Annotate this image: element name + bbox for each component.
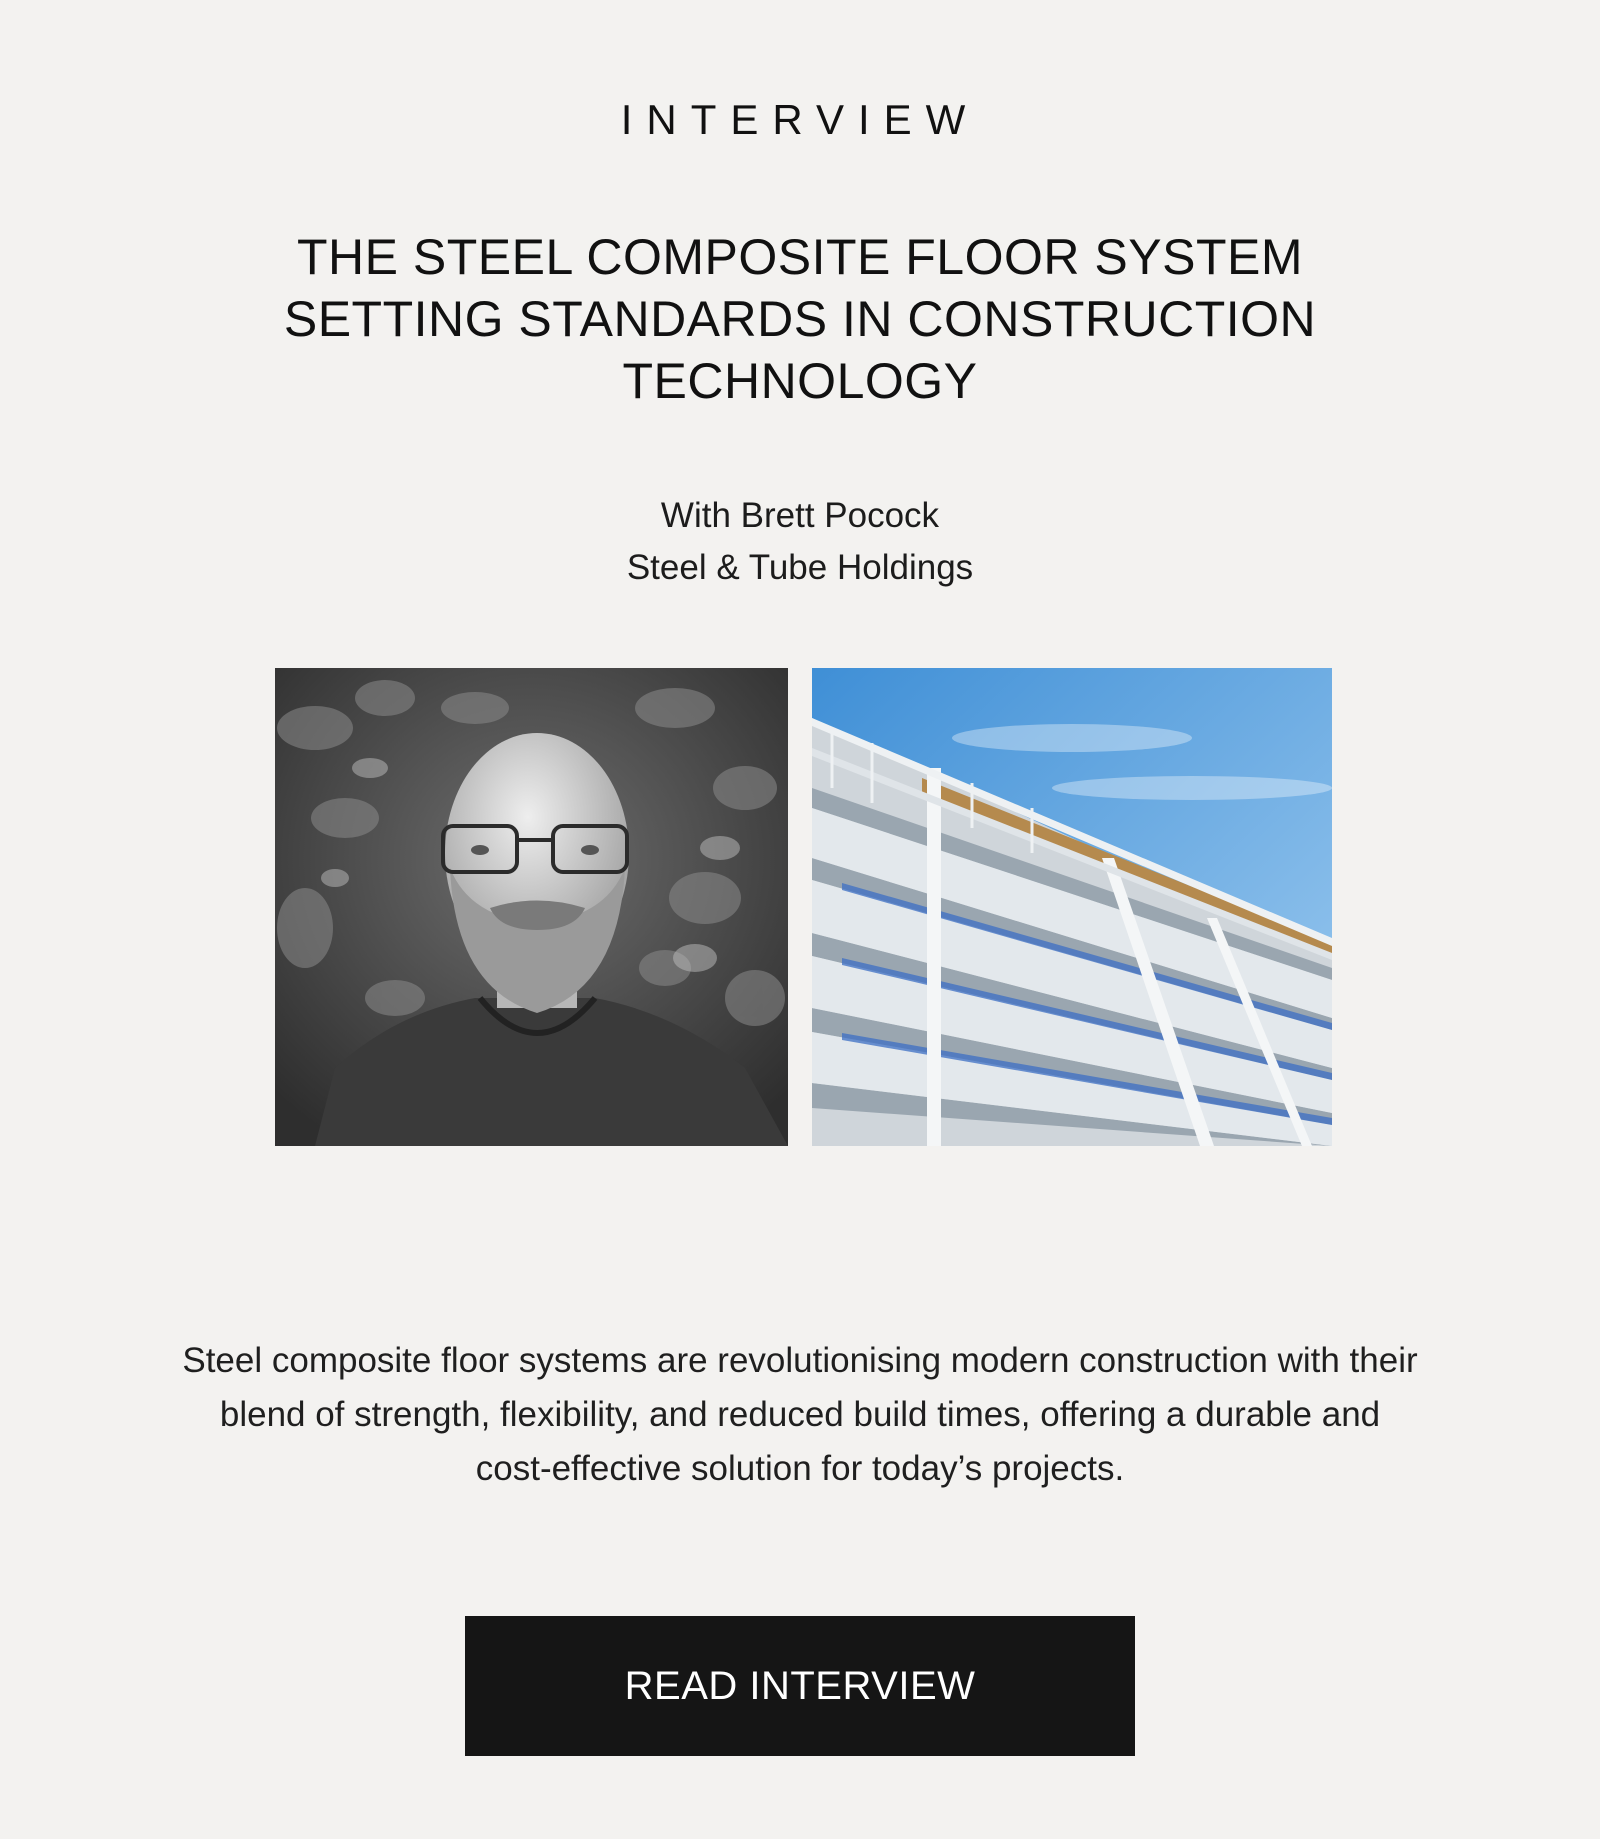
byline-name: With Brett Pocock bbox=[660, 496, 940, 535]
section-label: INTERVIEW bbox=[620, 96, 980, 143]
portrait-photo bbox=[275, 668, 788, 1146]
article-headline: THE STEEL COMPOSITE FLOOR SYSTEM SETTING STANDARDS IN CONSTRUCTION TECHNOLOGY bbox=[283, 229, 1317, 409]
article-intro: Steel composite floor systems are revolutionising modern construction with their blend of strength, flexibility, and reduced build times, offering a durable and cost-effective solution for today’s projects. bbox=[182, 1341, 1418, 1488]
construction-photo bbox=[812, 668, 1332, 1146]
portrait-image bbox=[275, 668, 788, 1146]
byline bbox=[0, 490, 1600, 594]
construction-image bbox=[812, 668, 1332, 1146]
read-interview-button[interactable]: READ INTERVIEW bbox=[465, 1616, 1135, 1756]
byline-company: Steel & Tube Holdings bbox=[626, 548, 974, 587]
